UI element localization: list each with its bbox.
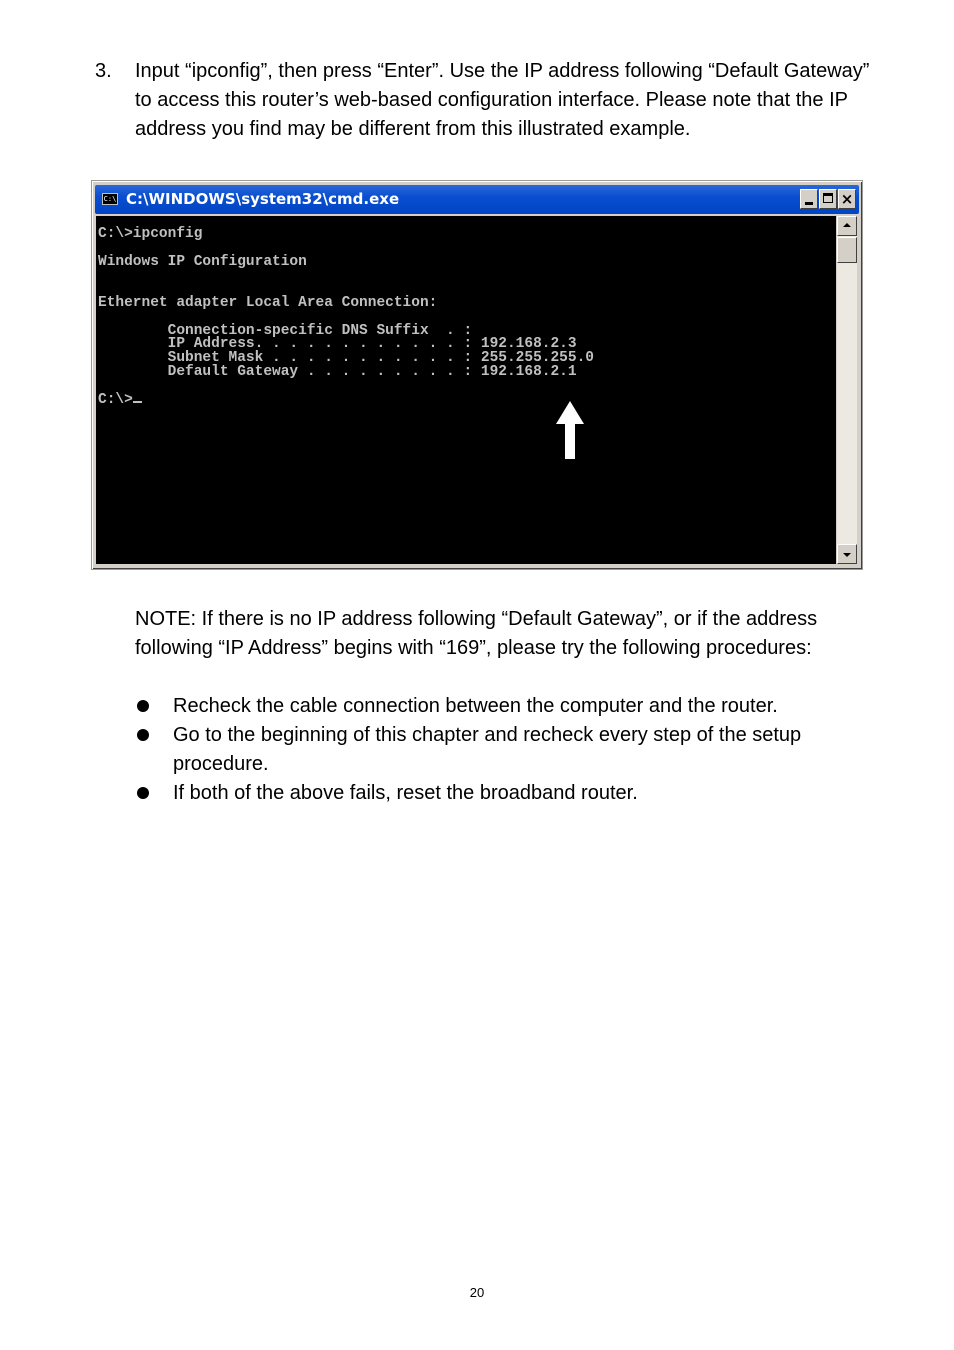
step-text: Input “ipconfig”, then press “Enter”. Use the IP address following “Default Gateway” to access this router’s web-based configuration interface. Please note that the IP address you find may be different from this illustrated example. <box>135 60 870 140</box>
console-line: Ethernet adapter Local Area Connection: <box>98 294 438 311</box>
console-line: C:\>ipconfig <box>98 226 203 242</box>
arrow-up-icon <box>554 400 586 460</box>
console-output <box>98 228 594 407</box>
minimize-icon <box>805 202 813 205</box>
text-cursor <box>133 401 142 403</box>
list-item <box>135 692 875 721</box>
arrow-down-small-icon <box>843 553 851 557</box>
scroll-up-button[interactable] <box>837 216 857 236</box>
vertical-scrollbar[interactable] <box>837 216 857 564</box>
close-button[interactable] <box>838 189 856 209</box>
console-line: Subnet Mask . . . . . . . . . . . : 255.255.255.0 <box>98 350 594 367</box>
minimize-button[interactable] <box>800 189 818 209</box>
page-number: 20 <box>469 1285 485 1300</box>
procedure-list <box>135 692 875 808</box>
scroll-down-button[interactable] <box>837 544 857 564</box>
bullet-icon <box>137 787 149 799</box>
cmd-window <box>91 180 863 570</box>
console-line: Windows IP Configuration <box>98 253 307 270</box>
note-paragraph: NOTE: If there is no IP address following “Default Gateway”, or if the address following “IP Address” begins with “169”, please try the following procedures: <box>135 608 818 659</box>
window-titlebar[interactable] <box>95 185 859 214</box>
maximize-icon <box>823 193 833 203</box>
close-icon: × <box>840 190 854 208</box>
console-screen[interactable] <box>96 216 836 564</box>
console-line: Default Gateway . . . . . . . . . : 192.168.2.1 <box>98 363 577 380</box>
list-item <box>135 721 875 779</box>
window-title: C:\WINDOWS\system32\cmd.exe <box>126 190 400 208</box>
scroll-thumb[interactable] <box>837 237 857 263</box>
maximize-button[interactable] <box>819 189 837 209</box>
bullet-icon <box>137 700 149 712</box>
list-item-text: If both of the above fails, reset the broadband router. <box>173 782 638 804</box>
console-line: Connection-specific DNS Suffix . : <box>98 322 473 339</box>
list-item-text: Go to the beginning of this chapter and recheck every step of the setup procedure. <box>173 724 802 775</box>
cmd-icon: C:\ <box>103 195 117 203</box>
arrow-up-small-icon <box>843 223 851 227</box>
bullet-icon <box>137 729 149 741</box>
list-item-text: Recheck the cable connection between the computer and the router. <box>173 695 778 717</box>
step-number: 3. <box>95 60 112 82</box>
console-line: IP Address. . . . . . . . . . . . : 192.168.2.3 <box>98 336 577 353</box>
console-prompt: C:\> <box>98 391 133 408</box>
list-item <box>135 779 875 808</box>
